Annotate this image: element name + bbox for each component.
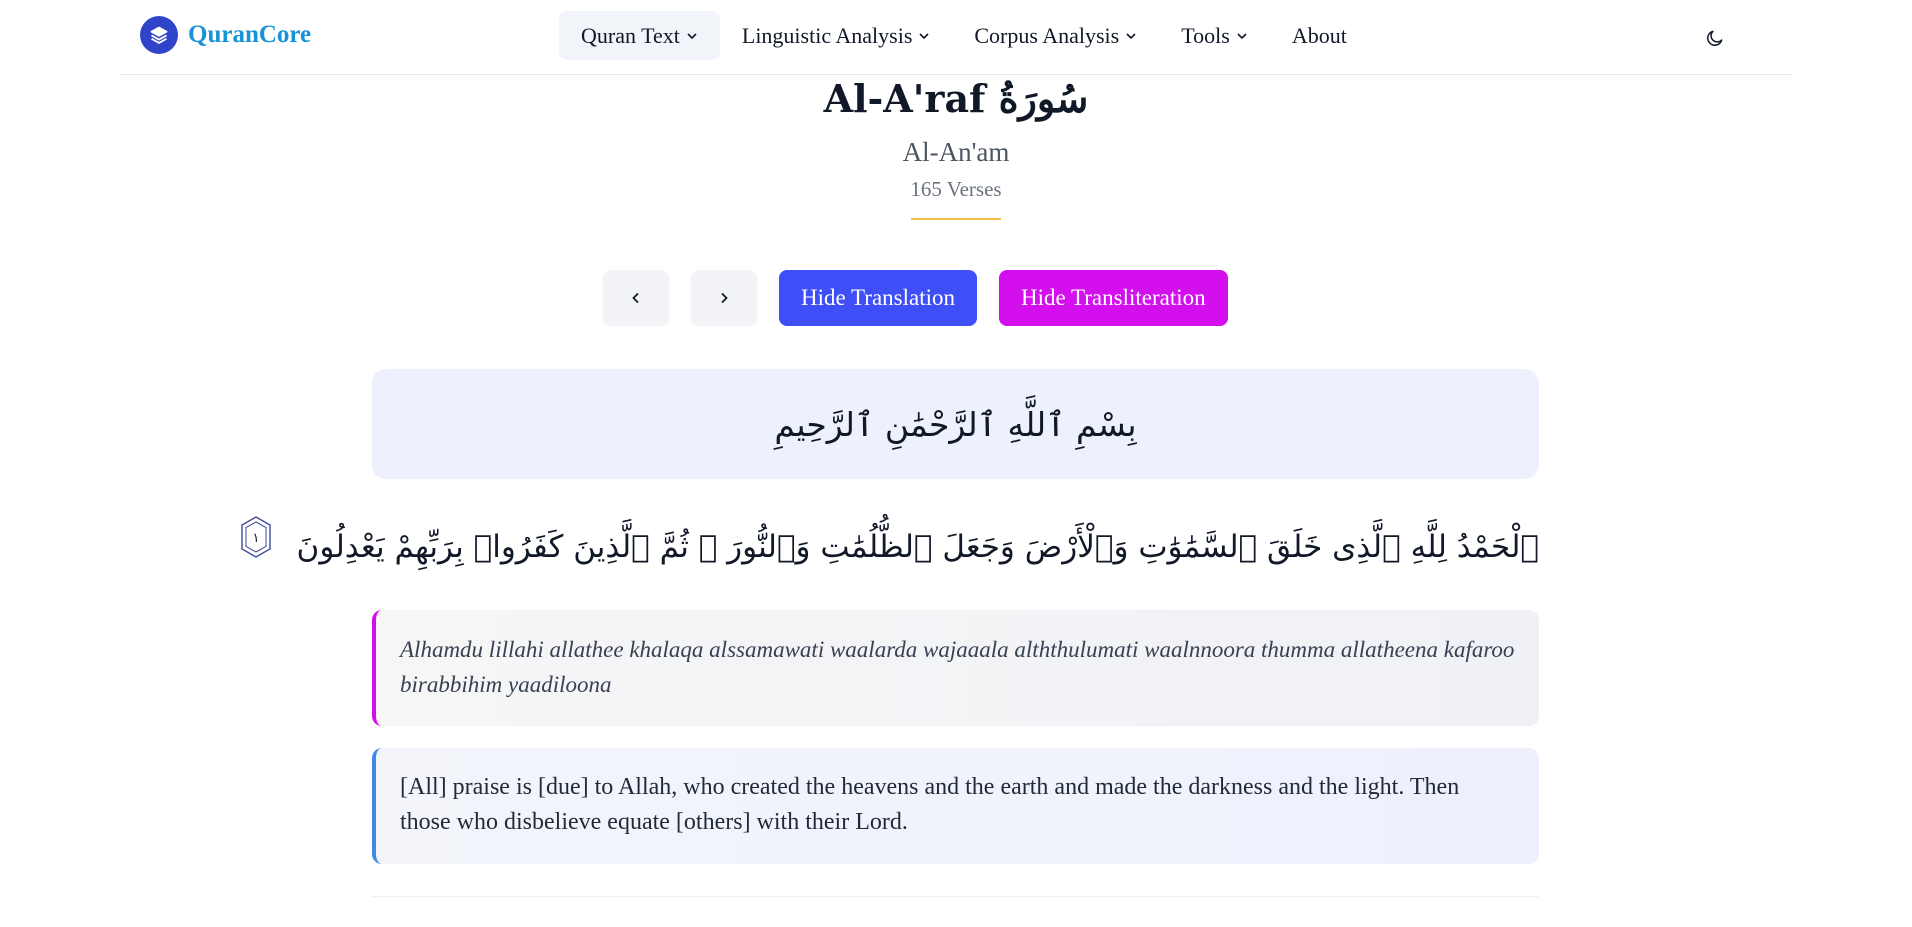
brand-name: QuranCore <box>188 21 312 48</box>
chevron-down-icon <box>1125 30 1137 42</box>
bismillah-banner: بِسْمِ ٱللَّهِ ٱلرَّحْمَٰنِ ٱلرَّحِيمِ <box>372 369 1539 479</box>
verse-divider <box>372 896 1539 897</box>
verse-number: ١ <box>252 530 260 546</box>
nav-tools[interactable] <box>1159 11 1270 60</box>
nav-corpus-analysis[interactable] <box>952 11 1159 60</box>
surah-title: Al-A'raf سُورَةُ <box>823 76 1089 121</box>
surah-english-name: Al-An'am <box>902 137 1010 167</box>
verse-count: 165 Verses <box>910 177 1002 201</box>
previous-surah-button[interactable] <box>603 270 669 326</box>
verse-number-marker <box>239 514 273 584</box>
nav-about[interactable] <box>1270 11 1369 60</box>
main-menu <box>559 11 1369 60</box>
nav-quran-text[interactable] <box>559 11 720 60</box>
layers-icon <box>140 16 178 54</box>
nav-label: About <box>1291 22 1347 48</box>
title-divider <box>911 218 1001 220</box>
brand-link[interactable] <box>140 16 311 54</box>
translation-text: [All] praise is [due] to Allah, who created the heavens and the earth and made the darkness and the light. Then those who disbelieve equate [others] with their Lord. <box>400 774 1460 835</box>
chevron-left-icon <box>629 291 643 305</box>
moon-icon <box>1705 28 1725 48</box>
hide-transliteration-button[interactable]: Hide Transliteration <box>999 270 1228 326</box>
nav-label: Tools <box>1181 22 1230 48</box>
hide-translation-button[interactable]: Hide Translation <box>779 270 977 326</box>
surah-header <box>0 70 1912 220</box>
transliteration-panel <box>372 610 1539 726</box>
nav-label: Quran Text <box>581 22 680 48</box>
next-surah-button[interactable] <box>691 270 757 326</box>
nav-label: Linguistic Analysis <box>741 22 913 48</box>
transliteration-text: Alhamdu lillahi allathee khalaqa alssamawati waalarda wajaaala alththulumati waalnnoora thumma allatheena kafaroo birabbihim yaadiloona <box>400 637 1515 697</box>
nav-linguistic-analysis[interactable] <box>720 11 953 60</box>
top-navbar <box>120 0 1792 75</box>
nav-label: Corpus Analysis <box>974 22 1120 48</box>
chevron-down-icon <box>1236 30 1248 42</box>
chevron-right-icon <box>717 291 731 305</box>
verse-arabic: ٱلْحَمْدُ لِلَّهِ ٱلَّذِى خَلَقَ ٱلسَّمَٰوَٰتِ وَٱلْأَرْضَ وَجَعَلَ ٱلظُّلُمَٰتِ وَٱلنُّورَ ۖ ثُمَّ ٱلَّذِينَ كَفَرُوا۟ بِرَبِّهِمْ يَعْدِلُونَ <box>296 529 1539 565</box>
chevron-down-icon <box>918 30 930 42</box>
reader-controls <box>603 270 1228 326</box>
translation-panel <box>372 748 1539 864</box>
theme-toggle-button[interactable] <box>1701 24 1729 52</box>
chevron-down-icon <box>686 30 698 42</box>
verse-arabic-text <box>252 512 1539 582</box>
